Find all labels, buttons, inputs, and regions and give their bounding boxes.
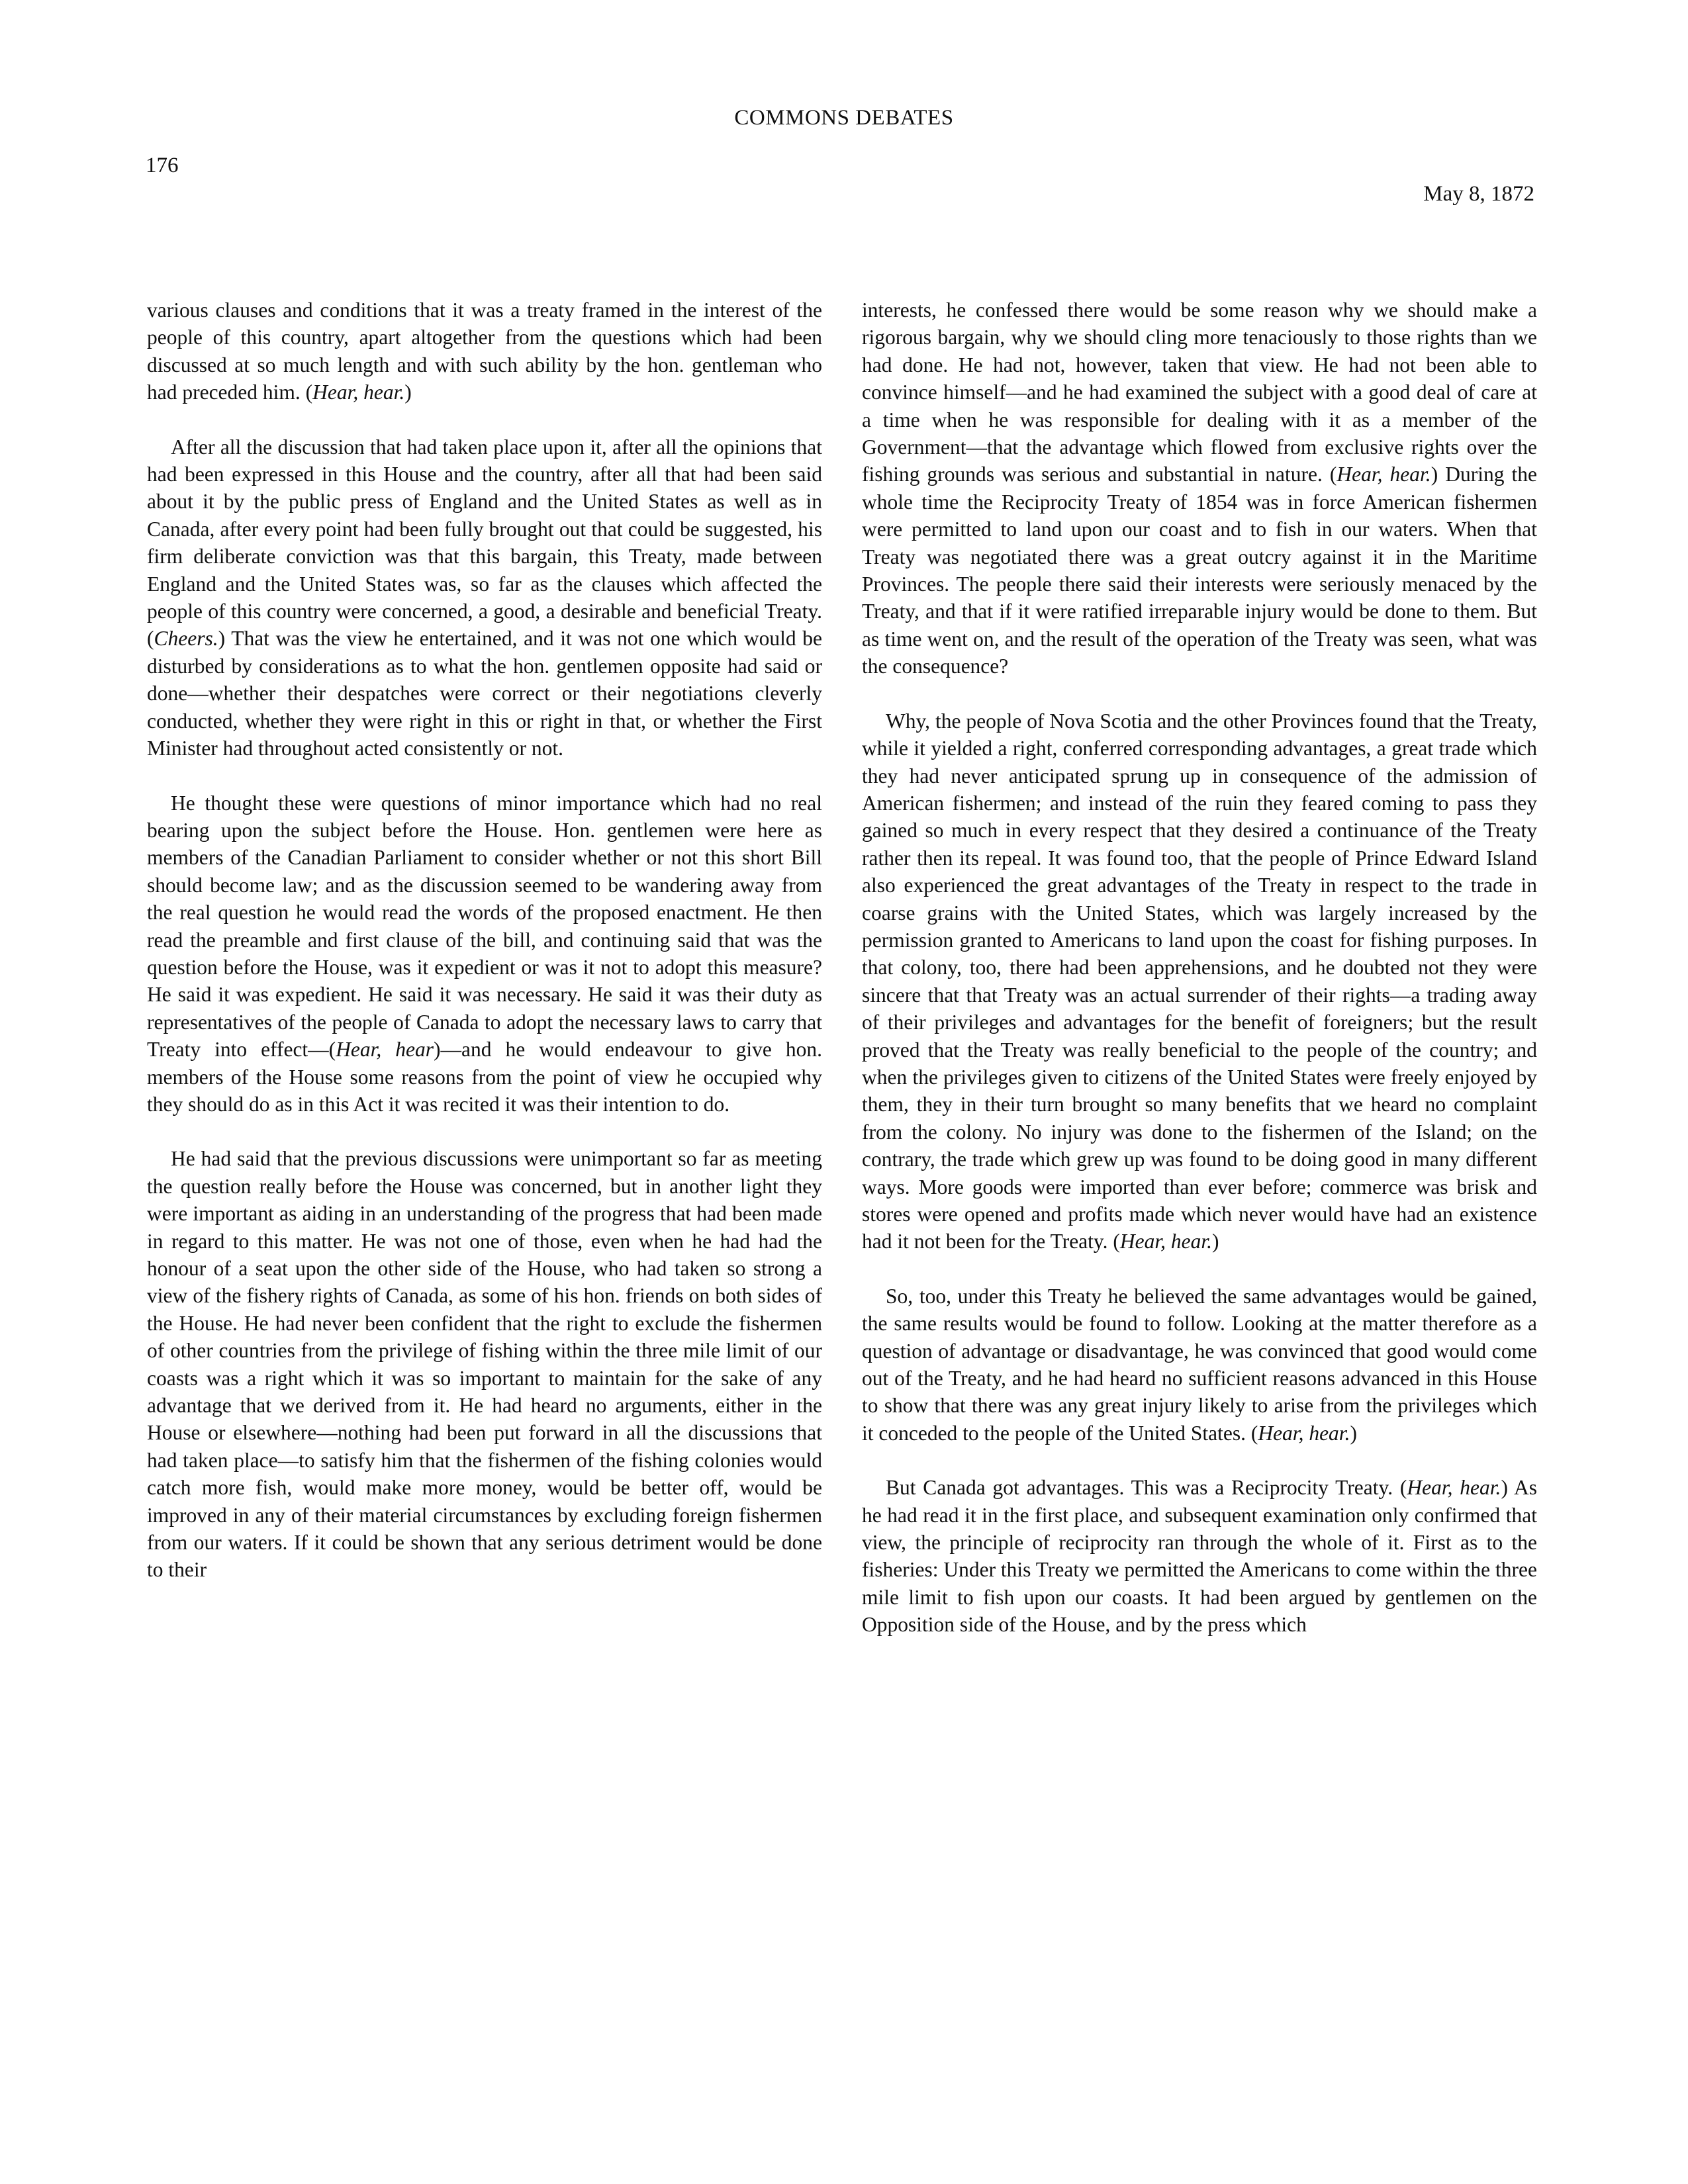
paragraph-text: He had said that the previous discussions were unimportant so far as meeting the question really before the House was concerned, but in another light they were important as aiding in an understanding of the progress that had been made in regard to this matter. He was not one of those, even when he had had the honour of a seat upon the other side of the House, who had taken so strong a view of the fishery rights of Canada, as some of his hon. friends on both sides of the House. He had never been confident that the right to exclude the fishermen of other countries from the privilege of fishing within the three mile limit of our coasts was a right which it was so important to maintain for the sake of any advantage that we derived from it. He had heard no arguments, either in the House or elsewhere—nothing had been put forward in all the discussions that had taken place—to satisfy him that the fishermen of the fishing colonies would catch more fish, would make more money, would be better off, would be improved in any of their material circumstances by excluding foreign fishermen from our waters. If it could be shown that any serious detriment would be done to their (147, 1147, 822, 1582)
paragraph-text: ) That was the view he entertained, and it was not one which would be disturbed by considerations as to what the hon. gentlemen opposite had said or done—whether their despatches were correct or their negotiations cleverly conducted, whether they were right in this or right in that, or whether the First Minister had throughout acted consistently or not. (147, 627, 822, 760)
paragraph-text: various clauses and conditions that it was a treaty framed in the interest of the people of this country, apart altogether from the questions which had been discussed at so much length and with such ability by the hon. gentleman who had preceded him. ( (147, 298, 822, 404)
paragraph (147, 1145, 822, 1584)
paragraph-text: ) During the whole time the Reciprocity Treaty of 1854 was in force American fishermen were permitted to land upon our coast and to fish in our waters. When that Treaty was negotiated there was a great outcry against it in the Maritime Provinces. The people there said their interests were seriously menaced by the Treaty, and that if it were ratified irreparable injury would be done to them. But as time went on, and the result of the operation of the Treaty was seen, what was the consequence? (862, 463, 1537, 678)
paragraph (147, 296, 822, 406)
interjection: Hear, hear. (1407, 1476, 1501, 1500)
right-column (862, 296, 1537, 1639)
paragraph-text: He thought these were questions of minor importance which had no real bearing upon the subject before the House. Hon. gentlemen were here as members of the Canadian Parliament to consider whether or not this short Bill should become law; and as the discussion seemed to be wandering away from the real question he would read the words of the proposed enactment. He then read the preamble and first clause of the bill, and continuing said that was the question before the House, was it expedient or was it not to adopt this measure? He said it was expedient. He said it was necessary. He said it was their duty as representatives of the people of Canada to adopt the necessary laws to carry that Treaty into effect—( (147, 791, 822, 1062)
interjection: Hear, hear. (1258, 1421, 1350, 1445)
left-column (147, 296, 822, 1584)
page-number: 176 (146, 154, 179, 177)
paragraph (147, 433, 822, 762)
paragraph-text: ) (404, 381, 412, 404)
paragraph-text: But Canada got advantages. This was a Reciprocity Treaty. ( (886, 1476, 1407, 1500)
page-header: COMMONS DEBATES (734, 106, 954, 130)
paragraph-text: )—and he would endeavour to give hon. members of the House some reasons from the point of view he occupied why they should do as in this Act it was recited it was their intention to do. (147, 1038, 823, 1116)
paragraph-text: ) (1212, 1230, 1219, 1253)
paragraph-text: After all the discussion that had taken place upon it, after all the opinions that had been expressed in this House and the country, after all that had been said about it by the public press of England and the United States as well as in Canada, after every point had been fully brought out that could be suggested, his firm deliberate conviction was that this bargain, this Treaty, made between England and the United States was, so far as the clauses which affected the people of this country were concerned, a good, a desirable and beneficial Treaty. ( (147, 435, 822, 651)
paragraph-text: So, too, under this Treaty he believed the same advantages would be gained, the same results would be found to follow. Looking at the matter therefore as a question of advantage or disadvantage, he was convinced that good would come out of the Treaty, and he had heard no sufficient reasons advanced in this House to show that there was any great injury likely to arise from the privileges which it conceded to the people of the United States. ( (862, 1284, 1537, 1445)
interjection: Hear, hear. (1119, 1230, 1212, 1253)
paragraph (862, 1474, 1537, 1638)
paragraph (862, 296, 1537, 680)
interjection: Hear, hear. (312, 381, 405, 404)
paragraph-text: ) As he had read it in the first place, and subsequent examination only confirmed that view, the principle of reciprocity ran through the whole of it. First as to the fisheries: Under this Treaty we permitted the Americans to come within the three mile limit to fish upon our coasts. It had been argued by gentlemen on the Opposition side of the House, and by the press which (862, 1476, 1537, 1637)
paragraph (862, 1283, 1537, 1447)
paragraph (862, 707, 1537, 1255)
interjection: Hear, hear. (1336, 463, 1431, 486)
interjection: Hear, hear (336, 1038, 434, 1062)
paragraph-text: interests, he confessed there would be some reason why we should make a rigorous bargain, why we should cling more tenaciously to those rights than we had done. He had not, however, taken that view. He had not been able to convince himself—and he had examined the subject with a good deal of care at a time when he was responsible for dealing with it as a member of the Government—that the advantage which flowed from exclusive rights over the fishing grounds was serious and substantial in nature. ( (862, 298, 1537, 486)
page-date: May 8, 1872 (1423, 182, 1534, 206)
paragraph-text: ) (1350, 1421, 1357, 1445)
paragraph (147, 790, 822, 1118)
interjection: Cheers. (154, 627, 218, 651)
paragraph-text: Why, the people of Nova Scotia and the other Provinces found that the Treaty, while it yielded a right, conferred corresponding advantages, a great trade which they had never anticipated sprung up in consequence of the admission of American fishermen; and instead of the ruin they feared coming to pass they gained so much in every respect that they desired a continuance of the Treaty rather then its repeal. It was found too, that the people of Prince Edward Island also experienced the great advantages of the Treaty in respect to the trade in coarse grains with the United States, which was largely increased by the permission granted to Americans to land upon the coast for fishing purposes. In that colony, too, there had been apprehensions, and he doubted not they were sincere that that Treaty was an actual surrender of their rights—a trading away of their privileges and advantages for the benefit of foreigners; but the result proved that the Treaty was really beneficial to the people of the country; and when the privileges given to citizens of the United States were freely enjoyed by them, they in their turn brought so many benefits that we heard no complaint from the colony. No injury was done to the fishermen of the Island; on the contrary, the trade which grew up was found to be doing good in many different ways. More goods were imported than ever before; commerce was brisk and stores were opened and profits made which never would have had an existence had it not been for the Treaty. ( (862, 709, 1537, 1253)
